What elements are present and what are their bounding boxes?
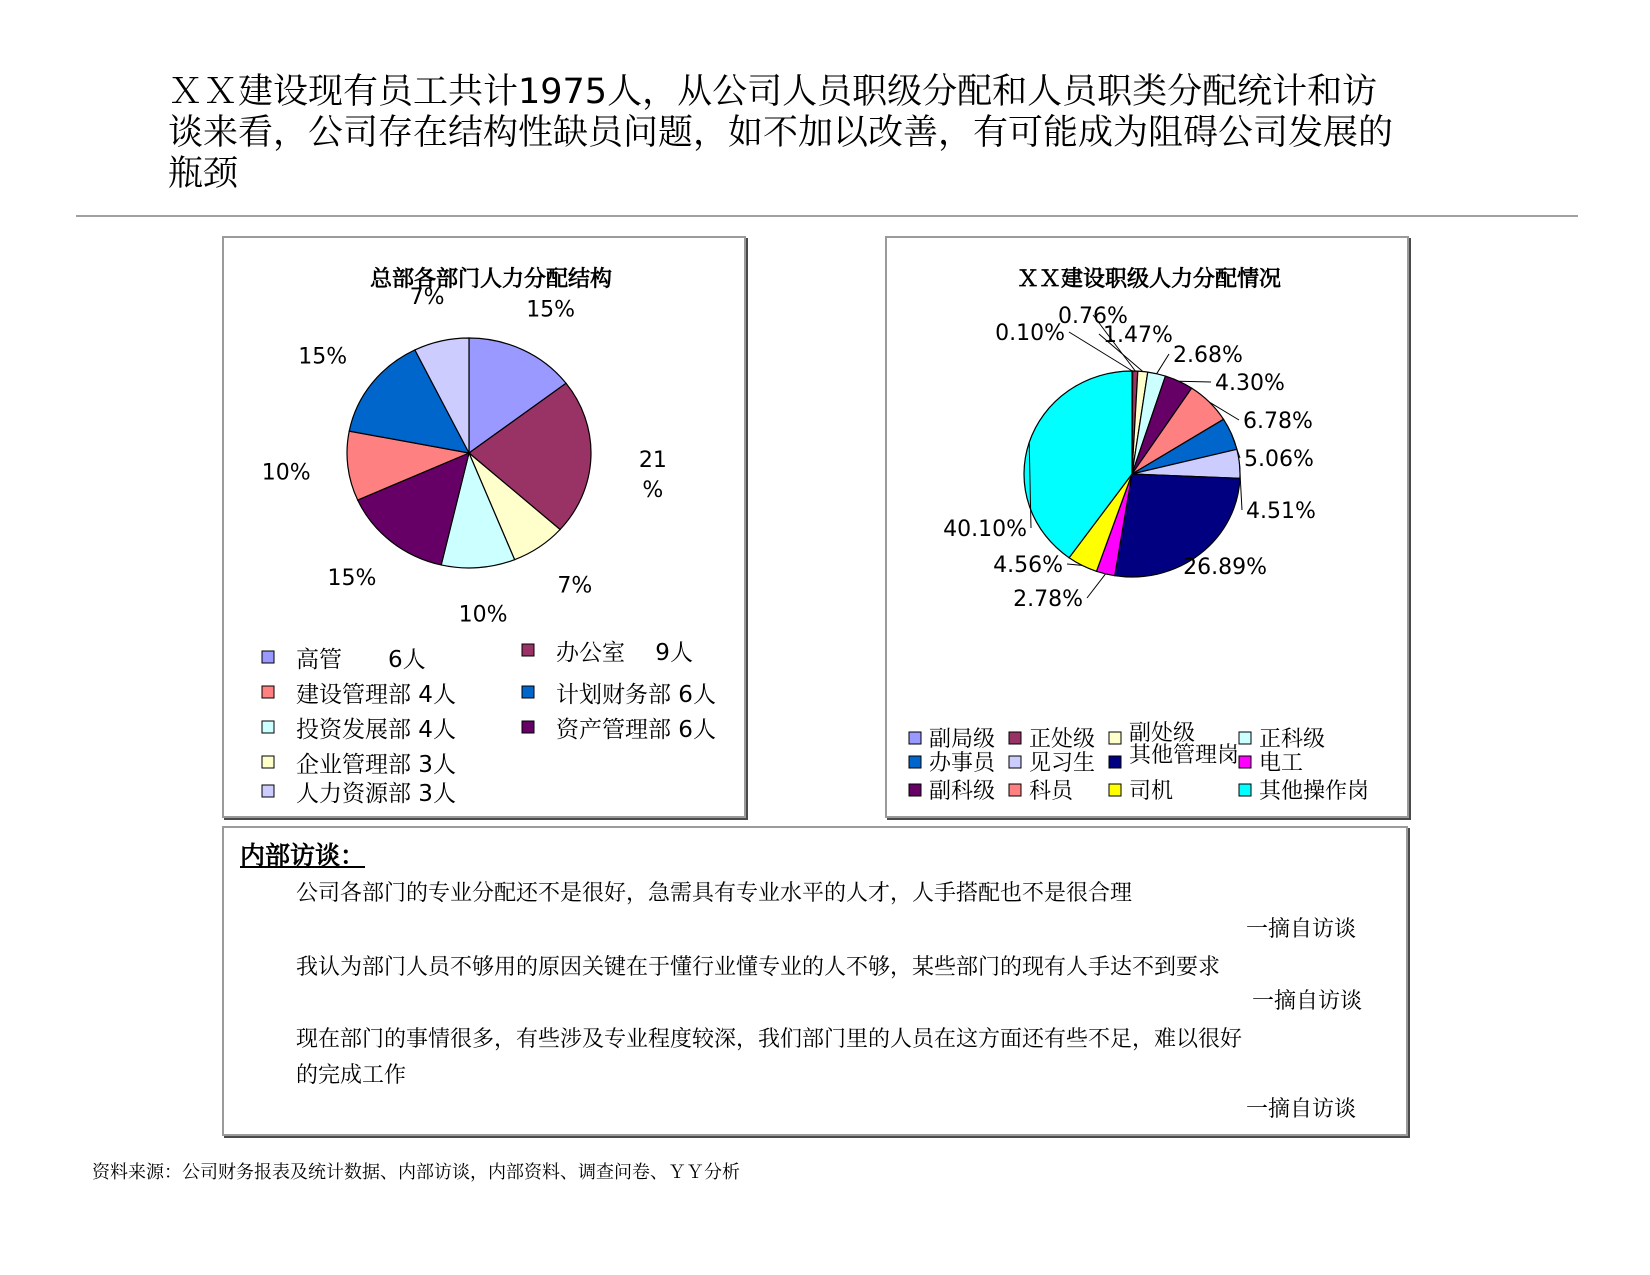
legend-swatch bbox=[522, 721, 534, 733]
data-label-正处级: 0.76% bbox=[1058, 304, 1128, 329]
grade-chart-panel bbox=[885, 236, 1409, 818]
data-label-办事员: 5.06% bbox=[1244, 447, 1314, 472]
legend-label: 正处级 bbox=[1029, 727, 1096, 752]
interview-title: 内部访谈： bbox=[240, 841, 366, 870]
leader-line bbox=[1240, 464, 1243, 510]
data-label-司机: 4.56% bbox=[993, 553, 1063, 578]
data-label-副科级: 4.30% bbox=[1215, 371, 1285, 396]
data-label-电工: 2.78% bbox=[1013, 587, 1083, 612]
data-label-其他管理岗: 26.89% bbox=[1183, 555, 1267, 580]
legend-label: 见习生 bbox=[1029, 751, 1096, 776]
interview-quote-2: 我认为部门人员不够用的原因关键在于懂行业懂专业的人不够，某些部门的现有人手达不到要求 bbox=[296, 955, 1221, 980]
legend-label: 其他管理岗 bbox=[1129, 743, 1240, 768]
data-label-科员: 6.78% bbox=[1243, 409, 1313, 434]
legend-label: 办事员 bbox=[929, 751, 996, 776]
legend-swatch bbox=[909, 784, 921, 796]
interview-quote-3-cont: 的完成工作 bbox=[296, 1063, 407, 1088]
headline-line-1: ＸＸ建设现有员工共计1975人，从公司人员职级分配和人员职类分配统计和访 bbox=[168, 72, 1378, 112]
legend-label: 办公室 9人 bbox=[556, 640, 693, 666]
source-note: 资料来源：公司财务报表及统计数据、内部访谈，内部资料、调查问卷、ＹＹ分析 bbox=[92, 1162, 740, 1183]
leader-line bbox=[1157, 354, 1169, 374]
legend-label: 高管 6人 bbox=[296, 647, 426, 673]
data-label-企业管理部: 7% bbox=[557, 573, 593, 599]
legend-swatch bbox=[1009, 784, 1021, 796]
legend-swatch bbox=[1009, 732, 1021, 744]
legend-swatch bbox=[262, 785, 274, 797]
data-label-人力资源部: 7% bbox=[409, 285, 445, 311]
interview-source-3: 一摘自访谈 bbox=[1246, 1097, 1357, 1122]
grade-pie-chart bbox=[887, 238, 1407, 816]
data-label-副局级: 0.10% bbox=[995, 321, 1065, 346]
data-label-其他操作岗: 40.10% bbox=[943, 517, 1027, 542]
data-label-投资发展部: 10% bbox=[458, 602, 508, 628]
legend-label: 资产管理部 6人 bbox=[556, 717, 716, 743]
chart-title: ＸＸ建设职级人力分配情况 bbox=[1016, 267, 1282, 292]
leader-line bbox=[1179, 381, 1211, 382]
legend-swatch bbox=[1009, 756, 1021, 768]
legend-label: 正科级 bbox=[1259, 727, 1326, 752]
data-label-办公室: 21 % bbox=[638, 448, 667, 504]
legend-swatch bbox=[1109, 732, 1121, 744]
legend-swatch bbox=[909, 732, 921, 744]
data-label-建设管理部: 10% bbox=[261, 460, 311, 486]
chart-title: 总部各部门人力分配结构 bbox=[369, 267, 613, 292]
legend-label: 其他操作岗 bbox=[1259, 779, 1370, 804]
legend-swatch bbox=[1109, 756, 1121, 768]
legend-swatch bbox=[1239, 784, 1251, 796]
interview-source-2: 一摘自访谈 bbox=[1252, 989, 1363, 1014]
interview-quote-3: 现在部门的事情很多，有些涉及专业程度较深，我们部门里的人员在这方面还有些不足，难以很好 bbox=[296, 1027, 1243, 1052]
legend-label: 企业管理部 3人 bbox=[296, 752, 456, 778]
leader-line bbox=[1087, 574, 1106, 598]
data-label-资产管理部: 15% bbox=[327, 566, 377, 592]
legend-swatch bbox=[262, 756, 274, 768]
data-label-正科级: 2.68% bbox=[1173, 343, 1243, 368]
headline bbox=[168, 72, 1488, 195]
legend-swatch bbox=[522, 644, 534, 656]
data-label-见习生: 4.51% bbox=[1246, 499, 1316, 524]
interview-panel bbox=[222, 826, 1408, 1136]
legend-swatch bbox=[262, 721, 274, 733]
data-label-计划财务部: 15% bbox=[298, 344, 348, 370]
headline-line-3: 瓶颈 bbox=[168, 154, 239, 194]
legend-swatch bbox=[909, 756, 921, 768]
headline-divider bbox=[76, 215, 1578, 217]
department-pie-chart bbox=[224, 238, 744, 816]
legend-label: 计划财务部 6人 bbox=[556, 682, 716, 708]
headline-line-2: 谈来看，公司存在结构性缺员问题，如不加以改善，有可能成为阻碍公司发展的 bbox=[168, 113, 1394, 153]
legend-label: 副处级 bbox=[1129, 721, 1196, 746]
legend-label: 科员 bbox=[1029, 779, 1074, 804]
data-label-高管: 15% bbox=[526, 297, 576, 323]
legend-swatch bbox=[262, 686, 274, 698]
legend-label: 建设管理部 4人 bbox=[296, 682, 456, 708]
data-label-副处级: 1.47% bbox=[1103, 323, 1173, 348]
legend-label: 投资发展部 4人 bbox=[296, 717, 456, 743]
legend-swatch bbox=[522, 686, 534, 698]
legend-label: 副科级 bbox=[929, 779, 996, 804]
interview-quote-1: 公司各部门的专业分配还不是很好，急需具有专业水平的人才，人手搭配也不是很合理 bbox=[296, 881, 1133, 906]
department-chart-panel bbox=[222, 236, 746, 818]
interview-source-1: 一摘自访谈 bbox=[1246, 917, 1357, 942]
legend-swatch bbox=[1109, 784, 1121, 796]
legend-swatch bbox=[1239, 756, 1251, 768]
legend-label: 人力资源部 3人 bbox=[296, 781, 456, 807]
legend-label: 副局级 bbox=[929, 727, 996, 752]
legend-swatch bbox=[262, 651, 274, 663]
legend-label: 司机 bbox=[1129, 779, 1174, 804]
legend-label: 电工 bbox=[1259, 751, 1304, 776]
legend-swatch bbox=[1239, 732, 1251, 744]
